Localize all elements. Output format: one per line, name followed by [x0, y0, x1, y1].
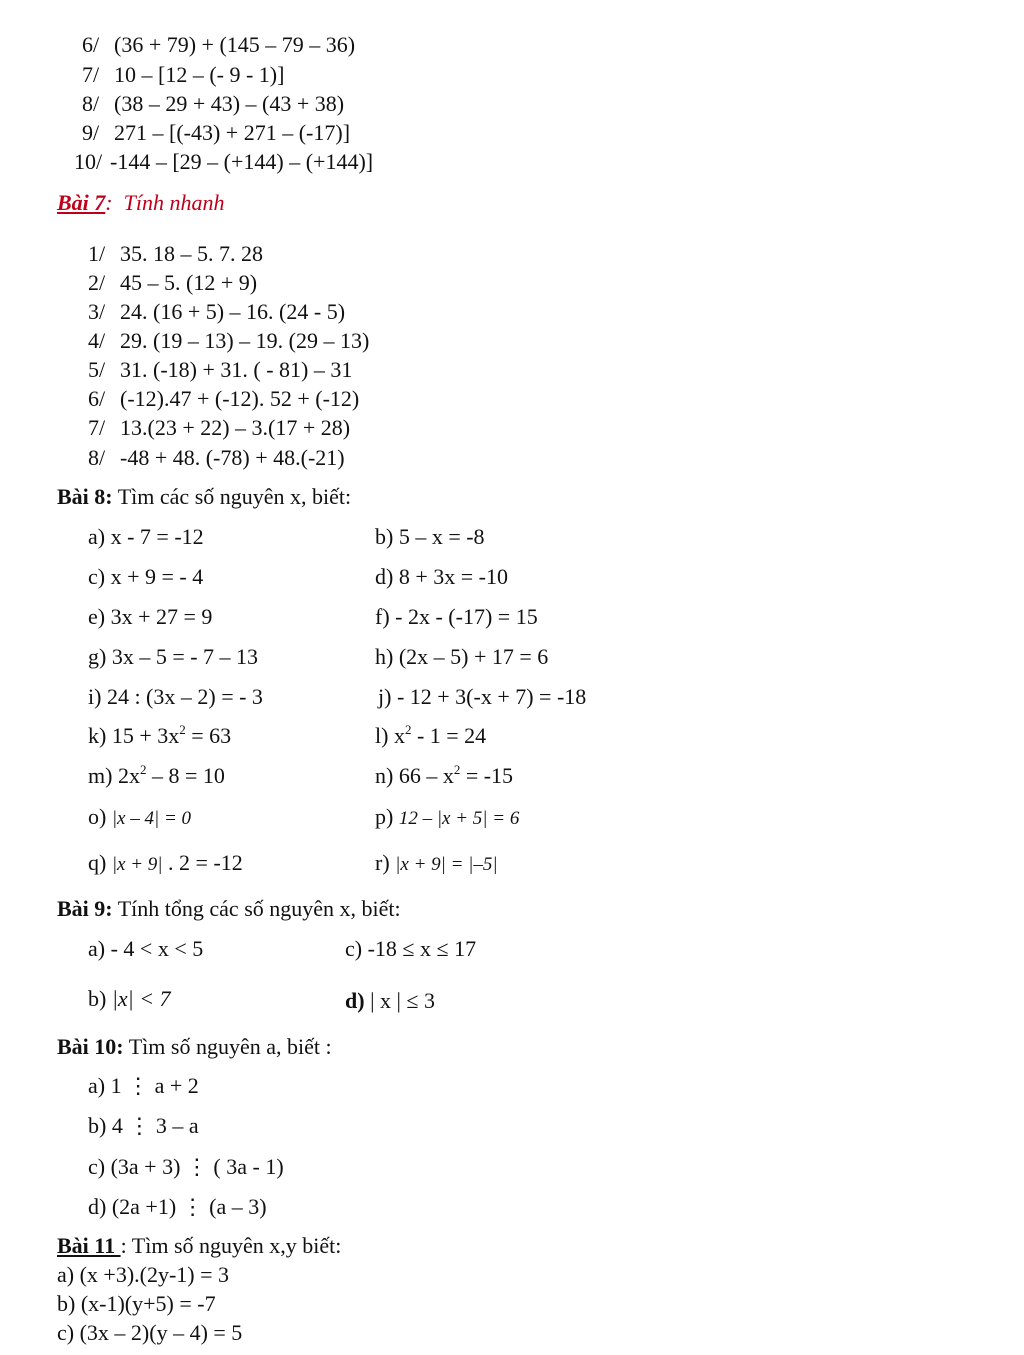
bai7-item-6	[88, 386, 359, 412]
item-number: 6/	[82, 32, 100, 57]
bai7-item-1	[88, 241, 263, 267]
bai8-o-label: o)	[88, 804, 112, 829]
bai8-e: e) 3x + 27 = 9	[88, 604, 213, 629]
top-item-8	[82, 91, 344, 117]
bai10-label: Bài 10:	[57, 1034, 124, 1059]
item-number: 2/	[88, 270, 106, 295]
item-number: 8/	[82, 91, 100, 116]
bai9-d	[345, 988, 435, 1014]
bai8-m-exponent: 2	[139, 762, 147, 777]
bai8-k	[88, 723, 231, 749]
bai9-b	[88, 986, 171, 1012]
bai8-l-text: l) x	[375, 723, 405, 748]
bai10-title: Tìm số nguyên a, biết :	[128, 1034, 332, 1059]
bai8-k-rest: = 63	[185, 723, 232, 748]
bai9-d-expression: | x | ≤ 3	[370, 988, 435, 1013]
item-number: 10/	[74, 149, 103, 174]
bai10-heading	[57, 1034, 332, 1060]
bai7-item-8	[88, 445, 345, 471]
bai9-c: c) -18 ≤ x ≤ 17	[345, 936, 477, 961]
bai9-d-label: d)	[345, 988, 371, 1013]
bai9-title: Tính tổng các số nguyên x, biết:	[117, 896, 401, 921]
bai11-heading	[57, 1233, 341, 1259]
bai8-j: j) - 12 + 3(-x + 7) = -18	[378, 684, 587, 709]
bai11-c: c) (3x – 2)(y – 4) = 5	[57, 1320, 243, 1345]
bai8-d: d) 8 + 3x = -10	[375, 564, 508, 589]
item-expression: 29. (19 – 13) – 19. (29 – 13)	[120, 328, 370, 353]
bai8-q-abs: |x + 9|	[111, 854, 163, 875]
item-expression: 24. (16 + 5) – 16. (24 - 5)	[120, 299, 346, 324]
bai8-p-expression: 12 – |x + 5| = 6	[398, 808, 520, 829]
item-expression: 271 – [(-43) + 271 – (-17)]	[114, 120, 351, 145]
item-number: 6/	[88, 386, 106, 411]
bai10-a: a) 1 ⋮ a + 2	[88, 1073, 199, 1098]
top-item-9	[82, 120, 350, 146]
bai7-item-3	[88, 299, 345, 325]
bai9-label: Bài 9:	[57, 896, 113, 921]
item-number: 1/	[88, 241, 106, 266]
bai7-title: Tính nhanh	[123, 190, 225, 215]
item-number: 3/	[88, 299, 106, 324]
bai8-r-expression: |x + 9| = |–5|	[395, 854, 498, 875]
item-expression: 10 – [12 – (- 9 - 1)]	[114, 62, 285, 87]
bai11-label: Bài 11	[57, 1233, 121, 1258]
item-number: 5/	[88, 357, 106, 382]
bai9-b-expression: |x| < 7	[111, 986, 171, 1011]
bai8-k-text: k) 15 + 3x	[88, 723, 180, 748]
bai7-colon: :	[105, 190, 113, 215]
bai8-r	[375, 850, 498, 878]
bai8-h: h) (2x – 5) + 17 = 6	[375, 644, 549, 669]
bai8-n-text: n) 66 – x	[375, 763, 454, 788]
item-number: 8/	[88, 445, 106, 470]
bai8-q	[88, 850, 243, 878]
bai7-item-2	[88, 270, 257, 296]
bai8-q-rest: . 2 = -12	[162, 850, 243, 875]
bai8-n-rest: = -15	[460, 763, 514, 788]
bai8-a: a) x - 7 = -12	[88, 524, 204, 549]
item-expression: (36 + 79) + (145 – 79 – 36)	[114, 32, 356, 57]
item-number: 9/	[82, 120, 100, 145]
bai10-d: d) (2a +1) ⋮ (a – 3)	[88, 1194, 267, 1219]
bai9-a: a) - 4 < x < 5	[88, 936, 204, 961]
bai11-title: : Tìm số nguyên x,y biết:	[120, 1233, 342, 1258]
item-number: 4/	[88, 328, 106, 353]
bai8-l	[375, 723, 486, 749]
bai7-heading	[57, 190, 224, 216]
bai11-b: b) (x-1)(y+5) = -7	[57, 1291, 216, 1316]
bai8-b: b) 5 – x = -8	[375, 524, 485, 549]
bai8-k-exponent: 2	[179, 722, 186, 737]
bai8-m-text: m) 2x	[88, 763, 140, 788]
item-expression: (-12).47 + (-12). 52 + (-12)	[120, 386, 360, 411]
item-number: 7/	[82, 62, 100, 87]
item-expression: 13.(23 + 22) – 3.(17 + 28)	[120, 415, 351, 440]
item-expression: 31. (-18) + 31. ( - 81) – 31	[120, 357, 353, 382]
bai11-a: a) (x +3).(2y-1) = 3	[57, 1262, 230, 1287]
bai8-f: f) - 2x - (-17) = 15	[375, 604, 538, 629]
bai7-item-5	[88, 357, 352, 383]
bai8-l-rest: - 1 = 24	[411, 723, 487, 748]
bai8-p	[375, 804, 519, 832]
top-item-10	[74, 149, 373, 175]
bai8-i: i) 24 : (3x – 2) = - 3	[88, 684, 263, 709]
top-item-6	[82, 32, 355, 58]
top-item-7	[82, 62, 284, 88]
bai9-heading	[57, 896, 401, 922]
bai10-b: b) 4 ⋮ 3 – a	[88, 1113, 199, 1138]
bai9-b-label: b)	[88, 986, 112, 1011]
bai8-n-exponent: 2	[453, 762, 461, 777]
bai8-r-label: r)	[375, 850, 396, 875]
bai8-l-exponent: 2	[404, 722, 412, 737]
bai10-c: c) (3a + 3) ⋮ ( 3a - 1)	[88, 1154, 284, 1179]
item-expression: -144 – [29 – (+144) – (+144)]	[110, 149, 374, 174]
bai8-heading	[57, 484, 351, 510]
bai7-item-4	[88, 328, 369, 354]
bai8-m-rest: – 8 = 10	[146, 763, 225, 788]
bai8-n	[375, 763, 513, 789]
item-expression: 35. 18 – 5. 7. 28	[120, 241, 263, 266]
item-number: 7/	[88, 415, 106, 440]
bai7-label: Bài 7	[57, 190, 106, 215]
bai8-c: c) x + 9 = - 4	[88, 564, 204, 589]
bai8-m	[88, 763, 225, 789]
bai7-item-7	[88, 415, 350, 441]
bai8-title: Tìm các số nguyên x, biết:	[117, 484, 352, 509]
bai8-p-label: p)	[375, 804, 399, 829]
bai8-label: Bài 8:	[57, 484, 113, 509]
item-expression: -48 + 48. (-78) + 48.(-21)	[120, 445, 345, 470]
bai8-q-label: q)	[88, 850, 112, 875]
bai8-o	[88, 804, 191, 832]
bai8-g: g) 3x – 5 = - 7 – 13	[88, 644, 259, 669]
item-expression: (38 – 29 + 43) – (43 + 38)	[114, 91, 345, 116]
bai8-o-expression: |x – 4| = 0	[111, 808, 192, 829]
item-expression: 45 – 5. (12 + 9)	[120, 270, 258, 295]
